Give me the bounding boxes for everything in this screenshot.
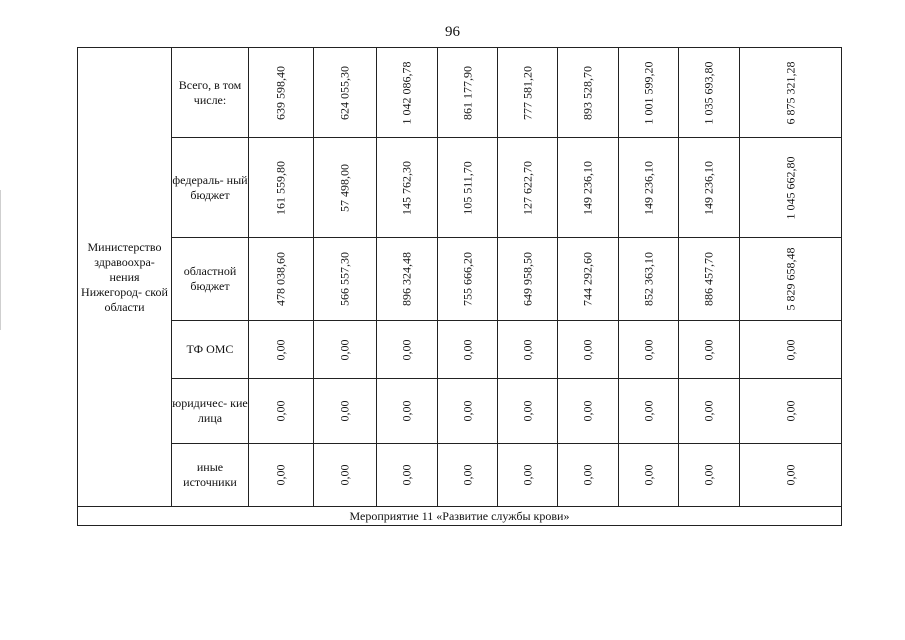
amount-value: 566 557,30 [337, 252, 352, 306]
amount-value: 0,00 [701, 464, 716, 486]
year-value-cell [679, 138, 740, 238]
year-value-cell [438, 48, 498, 138]
amount-value: 0,00 [520, 339, 534, 360]
amount-value: 161 559,80 [273, 160, 288, 215]
amount-value: 624 055,30 [337, 65, 352, 120]
amount-value: 149 236,10 [701, 160, 716, 215]
amount-value: 639 598,40 [273, 65, 288, 120]
amount-value: 893 528,70 [580, 65, 595, 120]
year-value-cell [249, 138, 314, 238]
year-value-cell [558, 138, 619, 238]
total-value-cell [740, 444, 842, 507]
table-row [78, 48, 842, 138]
amount-value: 0,00 [783, 400, 797, 422]
total-value-cell [740, 321, 842, 379]
year-value-cell [249, 379, 314, 444]
year-value-cell [314, 444, 377, 507]
amount-value: 0,00 [641, 400, 655, 422]
year-value-cell [377, 444, 438, 507]
year-value-cell [377, 138, 438, 238]
year-value-cell [377, 48, 438, 138]
year-value-cell [438, 138, 498, 238]
amount-value: 0,00 [580, 400, 595, 422]
year-value-cell [377, 379, 438, 444]
amount-value: 127 622,70 [520, 160, 534, 215]
year-value-cell [679, 48, 740, 138]
amount-value: 0,00 [399, 339, 414, 360]
year-value-cell [438, 321, 498, 379]
organization-cell: Министерство здравоохра- нения Нижегород- ской области [78, 48, 172, 507]
amount-value: 5 829 658,48 [783, 247, 797, 311]
amount-value: 1 045 662,80 [783, 156, 797, 219]
amount-value: 0,00 [701, 400, 716, 422]
year-value-cell [498, 48, 558, 138]
year-value-cell [619, 321, 679, 379]
amount-value: 478 038,60 [273, 252, 288, 306]
table-row [78, 138, 842, 238]
year-value-cell [249, 48, 314, 138]
table-row [78, 379, 842, 444]
amount-value: 0,00 [460, 464, 474, 486]
amount-value: 0,00 [399, 464, 414, 486]
amount-value: 149 236,10 [641, 160, 655, 215]
year-value-cell [314, 321, 377, 379]
amount-value: 0,00 [273, 400, 288, 422]
amount-value: 149 236,10 [580, 160, 595, 215]
amount-value: 105 511,70 [460, 160, 474, 215]
year-value-cell [498, 321, 558, 379]
funding-source-cell: федераль- ный бюджет [172, 138, 249, 238]
amount-value: 0,00 [580, 339, 595, 360]
amount-value: 744 292,60 [580, 252, 595, 306]
amount-value: 1 001 599,20 [641, 61, 655, 124]
year-value-cell [679, 321, 740, 379]
amount-value: 0,00 [337, 464, 352, 486]
amount-value: 0,00 [580, 464, 595, 486]
event-title: Мероприятие 11 «Развитие службы крови» [78, 507, 842, 526]
year-value-cell [498, 379, 558, 444]
amount-value: 0,00 [460, 339, 474, 360]
amount-value: 0,00 [783, 464, 797, 486]
year-value-cell [558, 48, 619, 138]
year-value-cell [314, 138, 377, 238]
amount-value: 0,00 [337, 339, 352, 360]
funding-source-cell: Всего, в том числе: [172, 48, 249, 138]
year-value-cell [438, 444, 498, 507]
year-value-cell [438, 238, 498, 321]
scan-edge-line [0, 190, 1, 330]
budget-table [77, 47, 842, 526]
amount-value: 777 581,20 [520, 65, 534, 120]
total-value-cell [740, 138, 842, 238]
amount-value: 0,00 [273, 339, 288, 360]
table-row [78, 444, 842, 507]
amount-value: 1 035 693,80 [701, 61, 716, 124]
amount-value: 6 875 321,28 [783, 61, 797, 124]
amount-value: 0,00 [460, 400, 474, 422]
total-value-cell [740, 238, 842, 321]
year-value-cell [558, 379, 619, 444]
amount-value: 57 498,00 [337, 163, 352, 212]
year-value-cell [377, 238, 438, 321]
year-value-cell [558, 238, 619, 321]
table-row [78, 321, 842, 379]
year-value-cell [679, 444, 740, 507]
year-value-cell [619, 138, 679, 238]
amount-value: 0,00 [641, 464, 655, 486]
funding-source-cell: юридичес- кие лица [172, 379, 249, 444]
amount-value: 0,00 [520, 464, 534, 486]
year-value-cell [314, 238, 377, 321]
year-value-cell [619, 444, 679, 507]
year-value-cell [438, 379, 498, 444]
year-value-cell [498, 238, 558, 321]
year-value-cell [619, 48, 679, 138]
amount-value: 649 958,50 [520, 252, 534, 306]
amount-value: 145 762,30 [399, 160, 414, 215]
year-value-cell [619, 379, 679, 444]
total-value-cell [740, 48, 842, 138]
year-value-cell [498, 138, 558, 238]
amount-value: 0,00 [273, 464, 288, 486]
year-value-cell [558, 444, 619, 507]
amount-value: 0,00 [783, 339, 797, 360]
amount-value: 1 042 086,78 [399, 61, 414, 124]
year-value-cell [249, 321, 314, 379]
amount-value: 0,00 [399, 400, 414, 422]
year-value-cell [619, 238, 679, 321]
funding-source-cell: иные источники [172, 444, 249, 507]
year-value-cell [679, 238, 740, 321]
year-value-cell [249, 238, 314, 321]
year-value-cell [314, 48, 377, 138]
year-value-cell [377, 321, 438, 379]
funding-source-cell: областной бюджет [172, 238, 249, 321]
amount-value: 0,00 [641, 339, 655, 360]
total-value-cell [740, 379, 842, 444]
amount-value: 755 666,20 [460, 252, 474, 306]
funding-source-cell: ТФ ОМС [172, 321, 249, 379]
year-value-cell [679, 379, 740, 444]
amount-value: 852 363,10 [641, 252, 655, 306]
table-row [78, 238, 842, 321]
amount-value: 896 324,48 [399, 252, 414, 306]
amount-value: 861 177,90 [460, 65, 474, 120]
amount-value: 0,00 [520, 400, 534, 422]
year-value-cell [498, 444, 558, 507]
amount-value: 0,00 [337, 400, 352, 422]
year-value-cell [249, 444, 314, 507]
year-value-cell [314, 379, 377, 444]
amount-value: 0,00 [701, 339, 716, 360]
event-row [78, 507, 842, 526]
amount-value: 886 457,70 [701, 252, 716, 306]
year-value-cell [558, 321, 619, 379]
page-number: 96 [445, 24, 460, 40]
